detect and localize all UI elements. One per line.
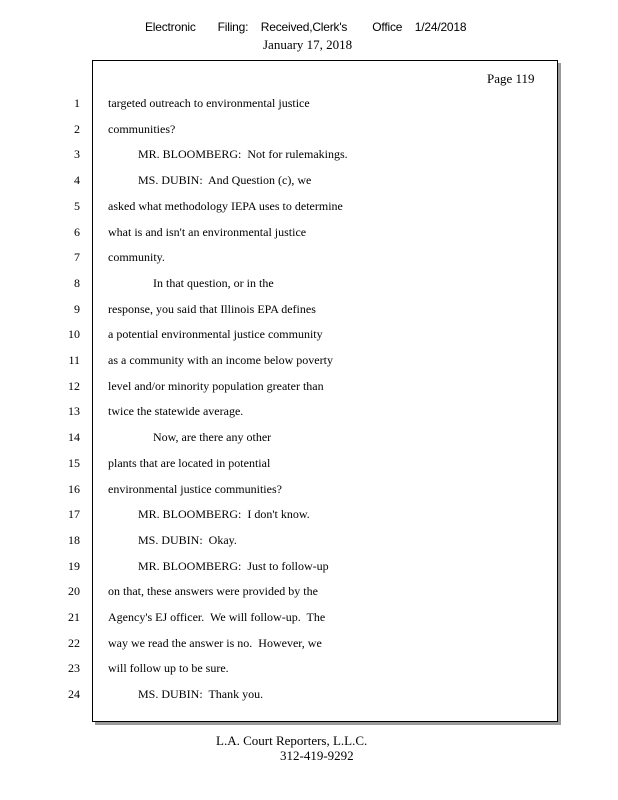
line-number: 2 [74,122,80,136]
line-number: 13 [68,404,80,418]
line-number: 3 [74,147,80,161]
transcript-line: communities? [108,122,176,136]
line-number: 7 [74,250,80,264]
transcript-line: level and/or minority population greater than [108,379,324,393]
transcript-line: MS. DUBIN: Okay. [108,533,237,547]
line-number: 8 [74,276,80,290]
line-number: 16 [68,482,80,496]
line-number: 19 [68,559,80,573]
transcript-line: Agency's EJ officer. We will follow-up. The [108,610,326,624]
line-number: 21 [68,610,80,624]
line-number: 18 [68,533,80,547]
line-number: 12 [68,379,80,393]
transcript-line: MR. BLOOMBERG: Not for rulemakings. [108,147,348,161]
filing-stamp: Electronic Filing: Received,Clerk's Office 1/24/2018 [145,20,467,34]
line-number: 5 [74,199,80,213]
line-number: 10 [68,327,80,341]
court-reporter-name: L.A. Court Reporters, L.L.C. [216,733,368,748]
transcript-line: environmental justice communities? [108,482,282,496]
transcript-line: MR. BLOOMBERG: Just to follow-up [108,559,329,573]
transcript-line: MR. BLOOMBERG: I don't know. [108,507,310,521]
line-number: 6 [74,225,80,239]
transcript-line: Now, are there any other [108,430,272,444]
transcript-line: MS. DUBIN: Thank you. [108,687,264,701]
line-number: 20 [68,584,80,598]
transcript-line: on that, these answers were provided by the [108,584,318,598]
transcript-line: In that question, or in the [108,276,274,290]
transcript-line: will follow up to be sure. [108,661,229,675]
line-number: 1 [74,96,80,110]
transcript-line: asked what methodology IEPA uses to determine [108,199,343,213]
line-number: 14 [68,430,80,444]
court-reporter-phone: 312-419-9292 [280,748,354,763]
page-number: Page 119 [487,71,535,86]
transcript-line: as a community with an income below poverty [108,353,333,367]
line-number: 15 [68,456,80,470]
transcript-line: what is and isn't an environmental justice [108,225,307,239]
transcript-line: plants that are located in potential [108,456,271,470]
line-number: 17 [68,507,80,521]
line-number: 9 [74,302,80,316]
line-number: 4 [74,173,80,187]
transcript-line: way we read the answer is no. However, we [108,636,322,650]
line-number: 23 [68,661,80,675]
line-number: 24 [68,687,80,701]
transcript-line: MS. DUBIN: And Question (c), we [108,173,312,187]
transcript-line: community. [108,250,165,264]
transcript-line: targeted outreach to environmental justice [108,96,310,110]
transcript-line: twice the statewide average. [108,404,244,418]
transcript-line: a potential environmental justice community [108,327,323,341]
line-number: 11 [68,353,80,367]
transcript-date: January 17, 2018 [263,37,353,52]
line-number: 22 [68,636,80,650]
transcript-line: response, you said that Illinois EPA defines [108,302,316,316]
